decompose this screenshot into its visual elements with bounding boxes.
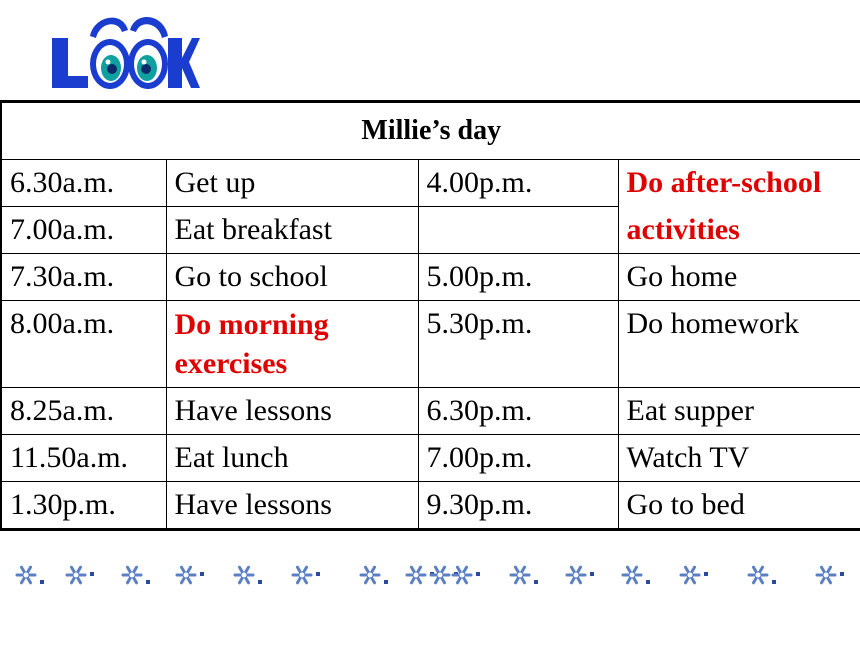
- time-cell: 6.30p.m.: [418, 388, 618, 435]
- activity-cell-highlight: Do morning exercises: [166, 301, 418, 388]
- snowflake-icon: [123, 567, 150, 584]
- snowflake-border: [0, 560, 860, 594]
- snowflake-icon: [453, 567, 480, 583]
- right-eyebrow: [130, 17, 168, 38]
- snowflake-icon: [511, 567, 538, 584]
- snowflake-icon: [67, 567, 94, 583]
- logo-letter-l: [52, 38, 88, 88]
- time-cell: 11.50a.m.: [1, 435, 166, 482]
- look-eyes-logo: [48, 8, 200, 92]
- time-cell: 5.30p.m.: [418, 301, 618, 388]
- activity-cell: Go home: [618, 254, 860, 301]
- table-row: [1, 482, 860, 530]
- right-eye-pupil: [141, 64, 151, 74]
- time-cell: 7.00a.m.: [1, 207, 166, 254]
- time-cell: 7.30a.m.: [1, 254, 166, 301]
- activity-cell: Go to school: [166, 254, 418, 301]
- activity-cell: Have lessons: [166, 482, 418, 530]
- table-row: [1, 435, 860, 482]
- table-row: [1, 207, 860, 254]
- activity-cell: Watch TV: [618, 435, 860, 482]
- activity-cell: Have lessons: [166, 388, 418, 435]
- activity-cell: Get up: [166, 160, 418, 207]
- table-title: Millie’s day: [1, 102, 860, 160]
- snowflake-icon: [17, 567, 44, 584]
- left-eyebrow: [90, 18, 128, 38]
- snowflake-icon: [177, 567, 204, 583]
- left-eye-pupil: [107, 64, 117, 74]
- schedule-table: [0, 100, 860, 531]
- time-cell: 4.00p.m.: [418, 160, 618, 207]
- time-cell: 1.30p.m.: [1, 482, 166, 530]
- snowflake-icon: [623, 567, 650, 584]
- activity-cell: Eat breakfast: [166, 207, 418, 254]
- logo-letter-k: [168, 38, 200, 88]
- table-row: [1, 301, 860, 388]
- table-title-row: [1, 102, 860, 160]
- time-cell: 7.00p.m.: [418, 435, 618, 482]
- table-row: [1, 388, 860, 435]
- snowflake-icon: [749, 567, 776, 584]
- time-cell: 9.30p.m.: [418, 482, 618, 530]
- snowflake-icon: [681, 567, 708, 583]
- snowflake-icon: [567, 567, 594, 583]
- time-cell: 8.00a.m.: [1, 301, 166, 388]
- time-cell: 5.00p.m.: [418, 254, 618, 301]
- snowflake-icon: [361, 567, 388, 584]
- snowflake-icon: [235, 567, 262, 584]
- table-row: [1, 160, 860, 207]
- table-row: [1, 254, 860, 301]
- snowflake-icon: [817, 567, 844, 583]
- activity-cell: Do homework: [618, 301, 860, 388]
- time-cell: [418, 207, 618, 254]
- activity-cell: Eat lunch: [166, 435, 418, 482]
- time-cell: 6.30a.m.: [1, 160, 166, 207]
- activity-cell: Eat supper: [618, 388, 860, 435]
- time-cell: 8.25a.m.: [1, 388, 166, 435]
- activity-cell-highlight: activities: [618, 207, 860, 254]
- activity-cell-highlight: Do after-school: [618, 160, 860, 207]
- activity-cell: Go to bed: [618, 482, 860, 530]
- snowflake-icon: [293, 567, 320, 583]
